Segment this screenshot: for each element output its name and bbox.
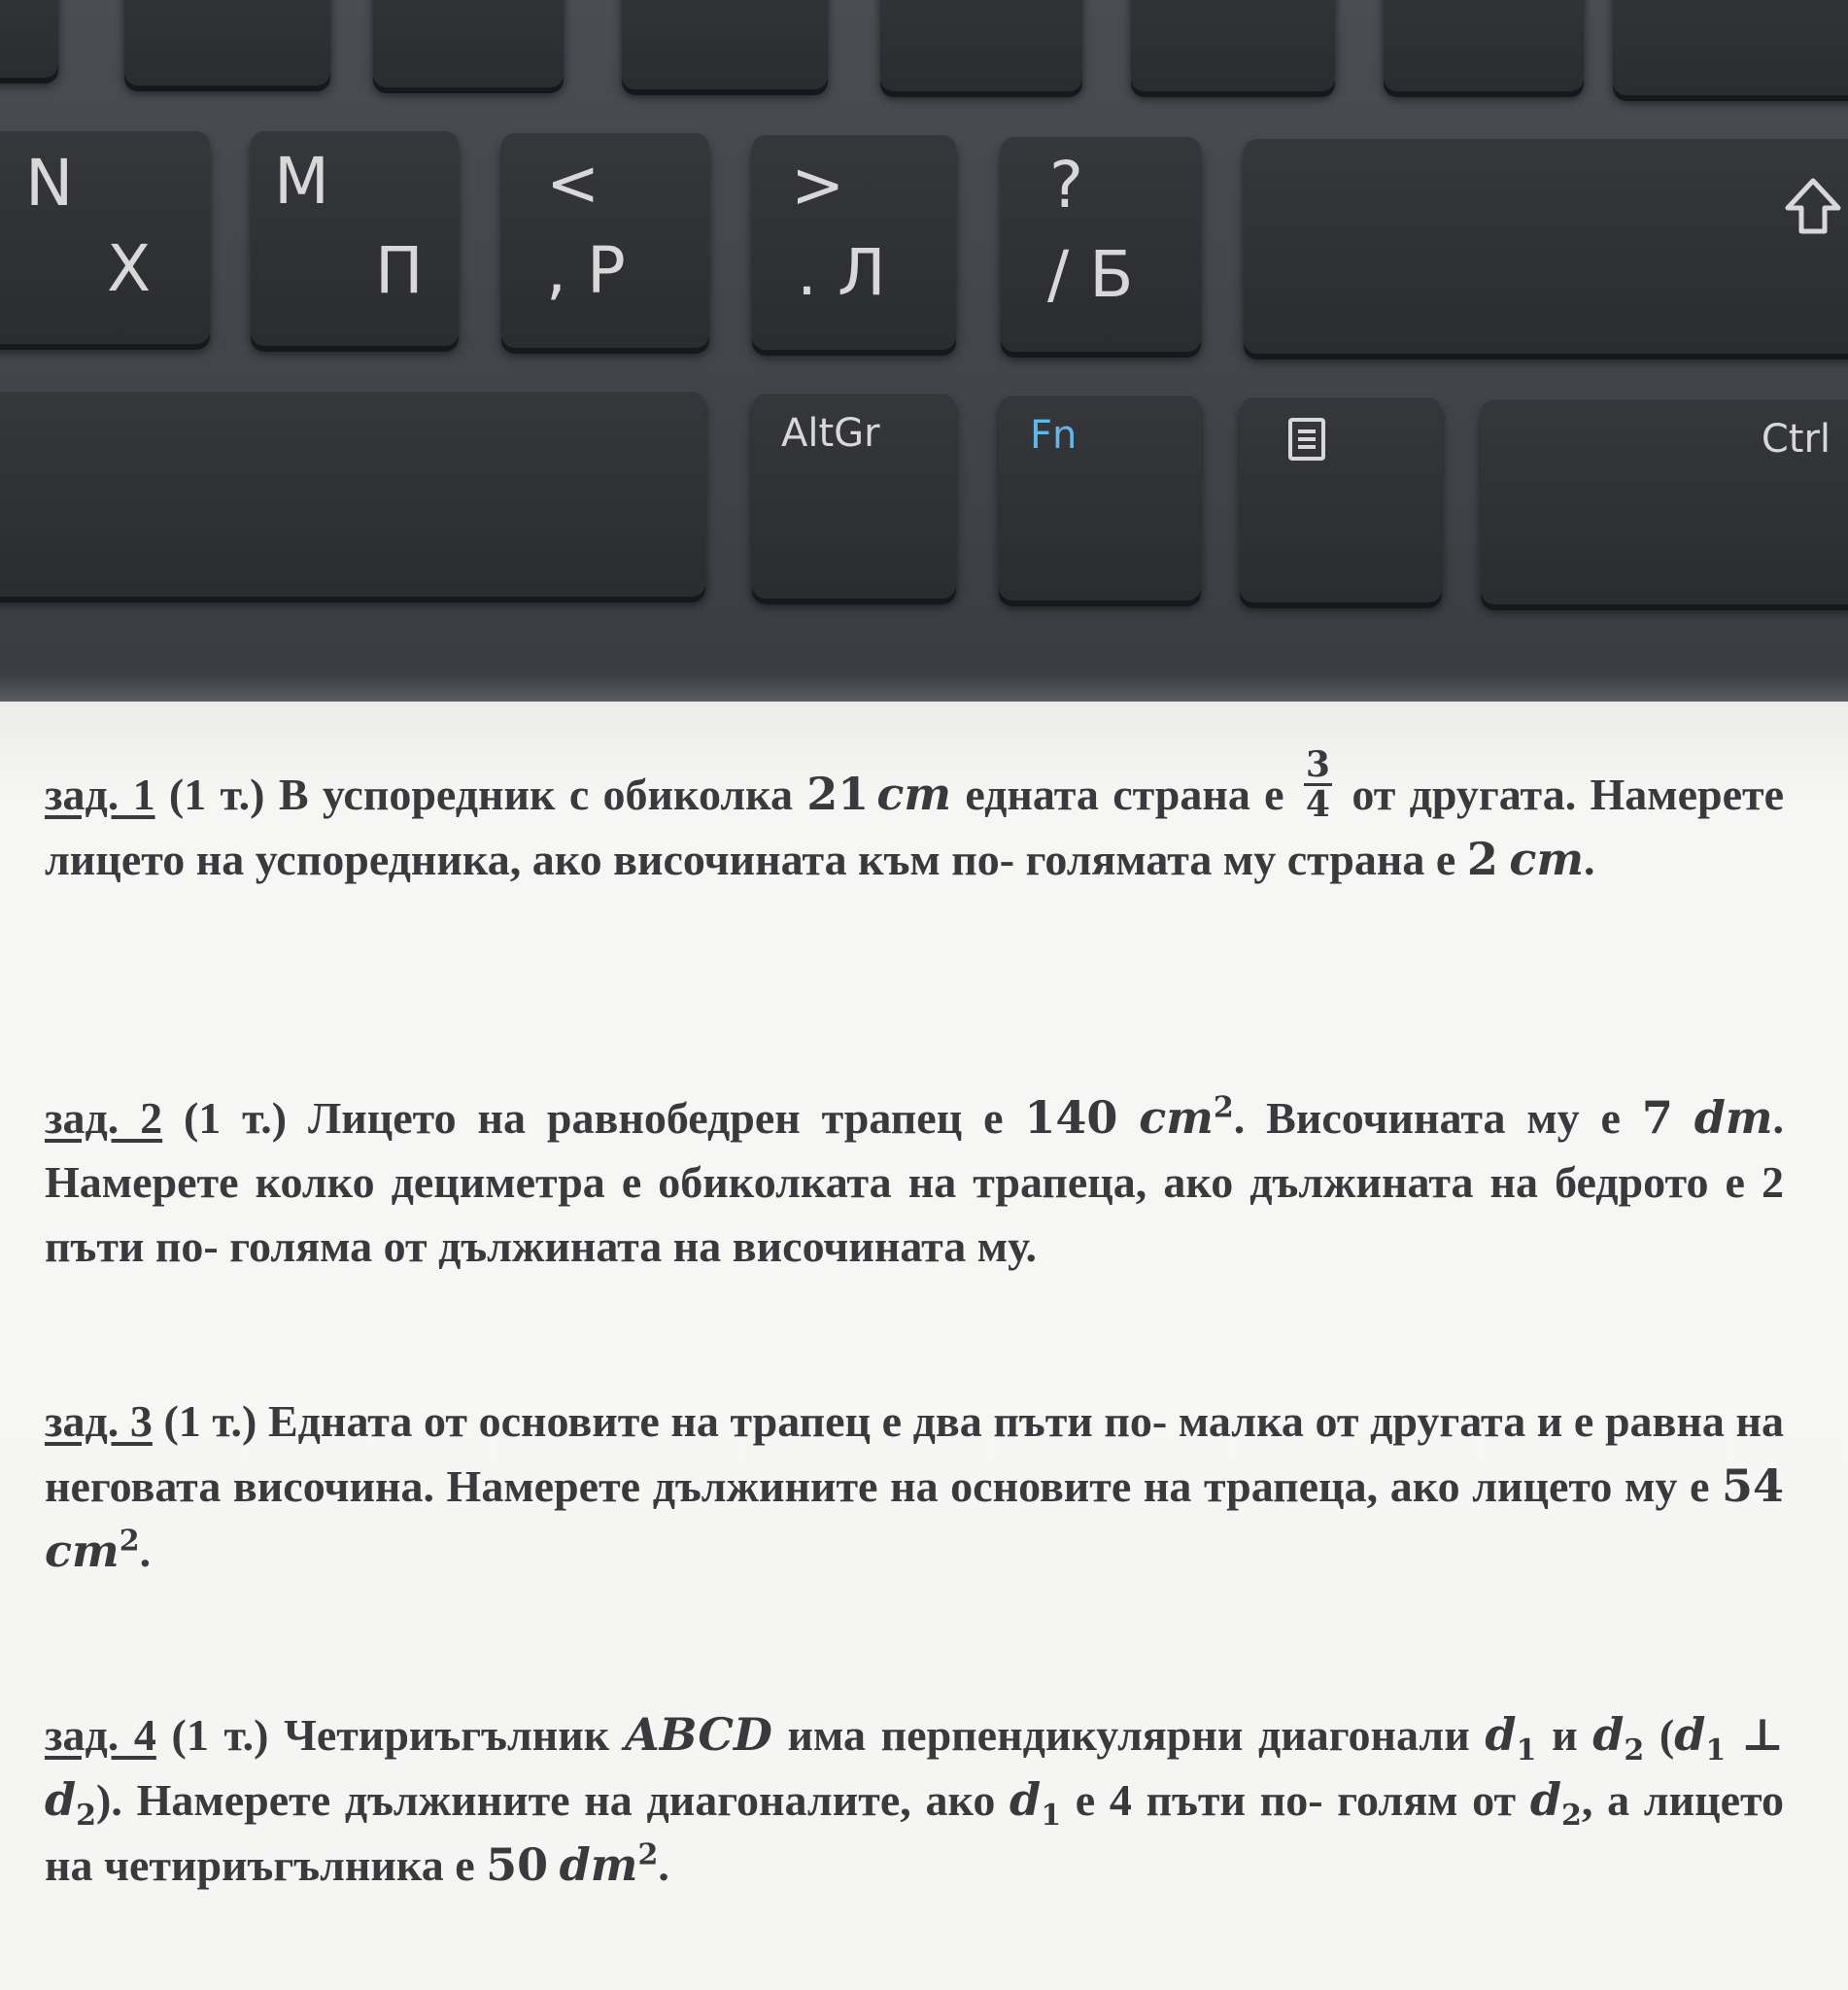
key-n-cyrillic: Х	[107, 231, 152, 306]
key-fn[interactable]	[999, 395, 1201, 600]
task-1	[45, 743, 1785, 892]
task-4-paren-d1: d	[1674, 1708, 1706, 1761]
menu-icon	[1288, 418, 1325, 461]
task-2-area-exponent: 2	[1213, 1090, 1234, 1125]
task-4-area-unit: dm	[559, 1838, 638, 1891]
task-4-points: (1 т.)	[171, 1710, 269, 1760]
task-4-perp-symbol: ⊥	[1740, 1708, 1785, 1761]
task-4-cond-d2: d	[1529, 1773, 1561, 1826]
key-period-top: >	[791, 148, 845, 223]
key-ctrl[interactable]	[1481, 398, 1848, 604]
task-3-area-value: 54	[1721, 1459, 1784, 1512]
task-4-d2: d	[1592, 1708, 1625, 1761]
task-1-height-unit: cm	[1509, 833, 1585, 885]
task-4-cond-d1: d	[1010, 1773, 1042, 1826]
task-2-area-unit: cm	[1139, 1091, 1214, 1144]
task-2-area-value: 140	[1024, 1091, 1118, 1144]
task-1-end: .	[1584, 835, 1595, 884]
key-ctrl-label: Ctrl	[1761, 417, 1831, 462]
task-1-height-value: 2	[1466, 833, 1498, 885]
key-partial-1[interactable]	[0, 0, 58, 78]
task-3-end: .	[139, 1527, 152, 1576]
task-2	[45, 1085, 1784, 1279]
task-4-d2-sub: 2	[1624, 1733, 1645, 1768]
key-comma-top: <	[546, 146, 600, 221]
key-shift-right[interactable]	[1244, 138, 1848, 354]
task-4-end: .	[658, 1840, 669, 1890]
key-m-cyrillic: П	[375, 233, 424, 308]
task-3	[45, 1390, 1784, 1584]
task-1-label: зад. 1	[45, 770, 155, 819]
task-4-text-b: има перпендикулярни диагонали	[787, 1710, 1470, 1760]
key-fn-label: Fn	[1030, 413, 1078, 458]
task-1-text-b: едната страна е	[965, 770, 1284, 819]
task-4-text-c: . Намерете дължините на диагоналите, ако	[111, 1775, 996, 1825]
task-2-text-c: . Намерете колко дециметра е обиколката на трапеца, ако дължината на бедрото е 2 пъти по- голяма от дължината на височината му.	[45, 1093, 1785, 1271]
task-1-fraction-numerator: 3	[1305, 743, 1330, 785]
task-4	[45, 1702, 1784, 1898]
keyboard-bottom-edge	[0, 674, 1848, 702]
key-partial-h[interactable]	[373, 0, 564, 87]
task-4-area-exponent: 2	[637, 1837, 659, 1872]
task-2-points: (1 т.)	[183, 1093, 288, 1143]
key-n-latin: N	[25, 146, 74, 221]
task-3-text-a: Едната от основите на трапец е два пъти по- малка от другата и е равна на неговата височина. Намерете дължините на основите на трапеца, ако лицето му е	[45, 1396, 1784, 1511]
task-2-text-b: . Височината му е	[1233, 1093, 1621, 1143]
task-1-fraction	[1304, 743, 1332, 825]
key-space[interactable]	[0, 391, 705, 597]
task-4-text-d: е 4 пъти по- голям от	[1075, 1775, 1517, 1825]
task-4-paren-d2: d	[45, 1773, 77, 1826]
task-4-quadrilateral-name: ABCD	[624, 1708, 772, 1761]
task-1-points: (1 т.)	[168, 770, 265, 819]
key-slash-top: ?	[1049, 148, 1084, 223]
task-4-open-paren: (	[1659, 1710, 1675, 1760]
task-4-and: и	[1552, 1710, 1578, 1760]
keyboard	[0, 0, 1848, 702]
task-4-d1-sub: 1	[1516, 1733, 1537, 1768]
task-2-height-unit: dm	[1694, 1091, 1773, 1144]
key-m[interactable]	[251, 130, 459, 346]
key-comma[interactable]	[501, 132, 709, 348]
task-1-text-a: В успоредник с обиколка	[278, 770, 793, 819]
task-4-area-value: 50	[486, 1838, 549, 1891]
task-4-cond-d1-sub: 1	[1041, 1799, 1062, 1834]
key-partial-t[interactable]	[124, 0, 330, 86]
key-period-bottom: . Л	[797, 235, 886, 310]
worksheet-paper	[0, 702, 1848, 1990]
key-altgr-label: AltGr	[781, 411, 880, 456]
key-comma-bottom: , Р	[546, 233, 626, 308]
task-2-text-a: Лицето на равнобедрен трапец е	[307, 1093, 1004, 1143]
task-3-points: (1 т.)	[163, 1396, 257, 1446]
key-menu[interactable]	[1240, 396, 1442, 602]
key-slash-bottom: / Б	[1047, 237, 1134, 312]
task-1-perimeter-value: 21	[806, 768, 870, 820]
task-4-text-a: Четириъгълник	[284, 1710, 610, 1760]
task-4-paren-d1-sub: 1	[1705, 1733, 1727, 1768]
key-altgr[interactable]	[752, 393, 956, 599]
key-partial-backslash[interactable]	[1384, 0, 1584, 91]
task-2-height-value: 7	[1641, 1091, 1673, 1144]
task-3-area-exponent: 2	[119, 1524, 140, 1559]
task-4-paren-d2-sub: 2	[76, 1799, 97, 1834]
task-4-text-e: , а лицето на четириъгълника е	[45, 1775, 1784, 1890]
task-1-text-c: от другата. Намерете лицето на успоредника, ако височината към по- голямата му страна е	[45, 770, 1785, 884]
task-1-fraction-denominator: 4	[1305, 783, 1330, 825]
key-partial-right[interactable]	[1613, 0, 1848, 95]
key-period[interactable]	[752, 134, 956, 350]
task-1-perimeter-unit: cm	[876, 768, 951, 820]
key-partial-ch[interactable]	[1131, 0, 1335, 91]
task-4-label: зад. 4	[45, 1710, 156, 1760]
task-4-cond-d2-sub: 2	[1561, 1799, 1582, 1834]
key-n[interactable]	[0, 130, 210, 344]
task-2-label: зад. 2	[45, 1093, 163, 1143]
task-3-area-unit: cm	[45, 1525, 120, 1577]
key-partial-m[interactable]	[880, 0, 1082, 91]
task-4-close-paren: )	[96, 1775, 112, 1825]
key-m-latin: M	[274, 144, 329, 219]
task-4-d1: d	[1485, 1708, 1517, 1761]
key-slash[interactable]	[1001, 136, 1201, 352]
task-3-label: зад. 3	[45, 1396, 153, 1446]
shift-icon	[1782, 175, 1844, 237]
key-partial-v[interactable]	[622, 0, 828, 89]
